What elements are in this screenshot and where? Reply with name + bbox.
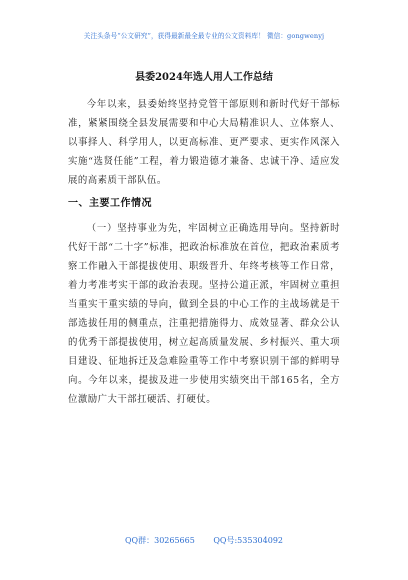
footer-qq-group: QQ群：30265665 (124, 536, 195, 545)
page-title: 县委2024年选人用人工作总结 (135, 72, 273, 83)
header-banner: 关注头条号“公文研究”，获得最新最全最专业的公文资料库！ 微信：gongwenyj (83, 32, 325, 40)
intro-paragraph: 今年以来，县委始终坚持党管干部原则和新时代好干部标准，紧紧围绕全县发展需要和中心大局精准识人、立体察人、以事择人、科学用人，以更高标准、更严要求、更实作风深入实施“选贤任能”工程，着力锻造德才兼备、忠诚干净、适应发展的高素质干部队伍。 (68, 99, 340, 186)
footer (0, 535, 408, 546)
section-paragraph: （一）坚持事业为先，牢固树立正确选用导向。坚持新时代好干部“二十字”标准，把政治标准放在首位，把政治素质考察工作融入干部提拔使用、职级晋升、年终考核等工作日常，着力考准考实干部的政治表现。坚持公道正派，牢固树立重担当重实干重实绩的导向，做到全县的中心工作的主战场就是干部选拔任用的侧重点，注重把措施得力、成效显著、群众公认的优秀干部提拔使用，树立起高质量发展、乡村振兴、重大项目建设、征地拆迁及急难险重等工作中考察识别干部的鲜明导向。今年以来，提拔及进一步使用实绩突出干部165名，全方位激励广大干部扛硬活、打硬仗。 (68, 223, 340, 405)
footer-qq-number: QQ号:535304092 (213, 536, 283, 545)
document-body (68, 95, 340, 409)
section-heading: 一、主要工作情况 (68, 198, 152, 209)
